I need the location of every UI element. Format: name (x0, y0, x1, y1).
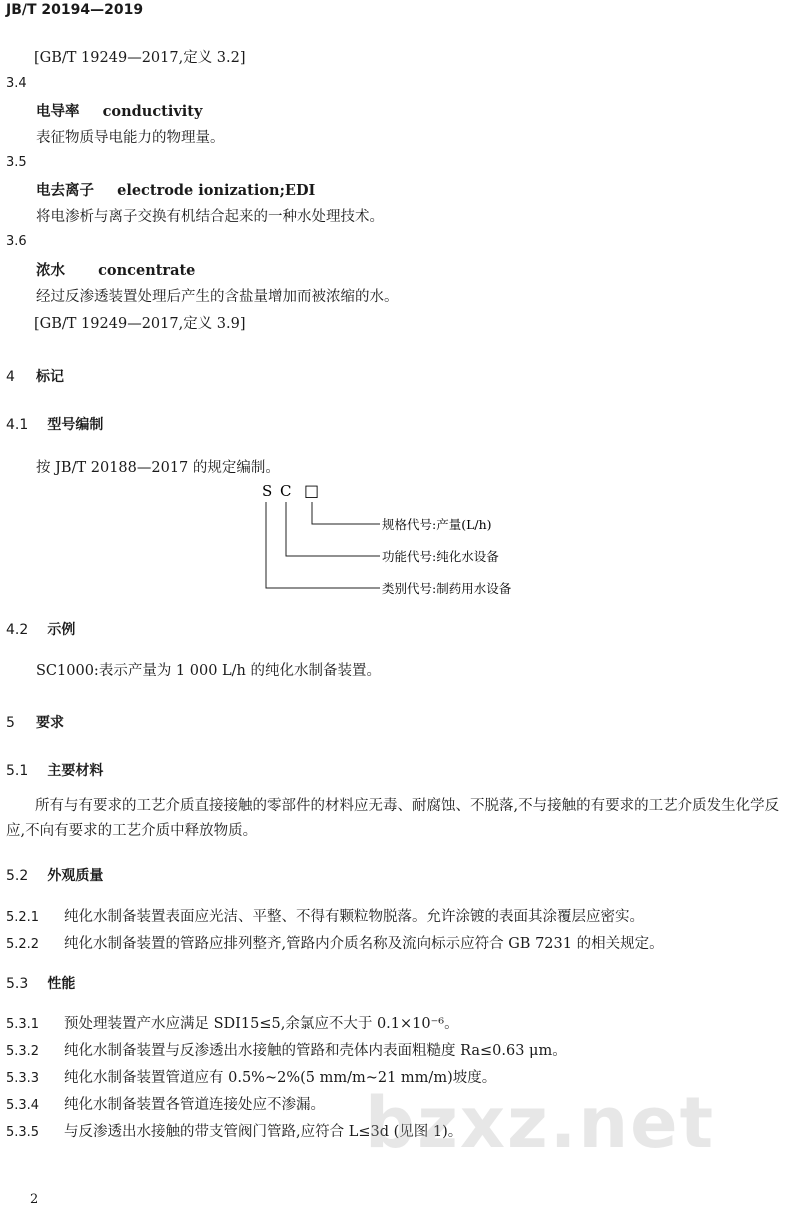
section-title: 要求 (36, 715, 65, 731)
watermark-text: bzxz.net (365, 1082, 716, 1164)
term-en: concentrate (98, 262, 196, 279)
diagram-letter-s: S (262, 482, 273, 500)
clause-text: 纯化水制备装置管道应有 0.5%~2%(5 mm/m~21 mm/m)坡度。 (64, 1070, 497, 1086)
clause-text: 纯化水制备装置表面应光洁、平整、不得有颗粒物脱落。允许涂镀的表面其涂覆层应密实。 (64, 909, 644, 925)
term-zh: 电去离子 (36, 183, 94, 199)
clause-text: 与反渗透出水接触的带支管阀门管路,应符合 L≤3d (见图 1)。 (64, 1124, 463, 1140)
diagram-label-function: 功能代号:纯化水设备 (382, 549, 499, 564)
clause-item (6, 1039, 567, 1060)
subsection-title: 示例 (47, 622, 76, 638)
diagram-letter-c: C (280, 482, 292, 500)
term-en: conductivity (102, 103, 203, 120)
leader-line-category (266, 502, 380, 588)
term-heading (36, 100, 202, 121)
paragraph: 所有与有要求的工艺介质直接接触的零部件的材料应无毒、耐腐蚀、不脱落,不与接触的有要求的工艺介质发生化学反应,不向有要求的工艺介质中释放物质。 (6, 798, 780, 839)
section-number: 5 (6, 715, 15, 731)
clause-text: 预处理装置产水应满足 SDI15≤5,余氯应不大于 0.1×10⁻⁶。 (64, 1016, 459, 1032)
subsection-heading (6, 865, 103, 885)
clause-number: 5.2.2 (6, 937, 40, 952)
clause-number: 3.5 (6, 155, 27, 170)
term-zh: 浓水 (36, 263, 65, 279)
subsection-heading (6, 973, 75, 993)
clause-text: 纯化水制备装置各管道连接处应不渗漏。 (64, 1097, 325, 1113)
clause-number: 5.3.5 (6, 1125, 40, 1140)
diagram-label-category: 类别代号:制药用水设备 (382, 581, 512, 596)
example-text: SC1000:表示产量为 1 000 L/h 的纯化水制备装置。 (36, 663, 382, 679)
term-heading (36, 179, 315, 200)
subsection-heading (6, 619, 75, 639)
subsection-number: 5.2 (6, 868, 29, 884)
term-heading (36, 259, 195, 280)
clause-number: 5.3.1 (6, 1017, 40, 1032)
term-definition: 将电渗析与离子交换有机结合起来的一种水处理技术。 (36, 209, 384, 225)
term-en: electrode ionization;EDI (117, 182, 316, 199)
term-zh: 电导率 (36, 104, 80, 120)
clause-number: 5.2.1 (6, 910, 40, 925)
subsection-heading (6, 760, 103, 780)
subsection-heading (6, 414, 103, 434)
term-definition: 表征物质导电能力的物理量。 (36, 130, 225, 146)
standard-code: JB/T 20194—2019 (6, 2, 144, 18)
clause-number: 3.4 (6, 76, 27, 91)
leader-line-function (286, 502, 380, 556)
leader-line-spec (312, 502, 380, 524)
subsection-title: 外观质量 (47, 868, 104, 884)
page-number: 2 (30, 1192, 39, 1207)
clause-item (6, 1093, 325, 1114)
paragraph: 按 JB/T 20188—2017 的规定编制。 (36, 460, 280, 476)
diagram-placeholder-box: □ (304, 481, 320, 500)
subsection-number: 4.1 (6, 417, 29, 433)
clause-number: 5.3.2 (6, 1044, 40, 1059)
diagram-label-spec: 规格代号:产量(L/h) (382, 517, 492, 532)
section-heading (6, 366, 64, 386)
designation-diagram (240, 476, 560, 606)
clause-item (6, 932, 664, 953)
subsection-title: 主要材料 (47, 763, 104, 779)
subsection-title: 型号编制 (47, 417, 104, 433)
clause-item (6, 905, 644, 926)
subsection-number: 4.2 (6, 622, 29, 638)
subsection-number: 5.3 (6, 976, 29, 992)
clause-text: 纯化水制备装置的管路应排列整齐,管路内介质名称及流向标示应符合 GB 7231 的相关规定。 (64, 936, 664, 952)
subsection-title: 性能 (47, 976, 76, 992)
clause-number: 3.6 (6, 234, 27, 249)
section-title: 标记 (36, 369, 65, 385)
section-number: 4 (6, 369, 15, 385)
clause-number: 5.3.3 (6, 1071, 40, 1086)
subsection-number: 5.1 (6, 763, 29, 779)
clause-text: 纯化水制备装置与反渗透出水接触的管路和壳体内表面粗糙度 Ra≤0.63 μm。 (64, 1043, 567, 1059)
clause-item (6, 1012, 459, 1033)
term-definition: 经过反渗透装置处理后产生的含盐量增加而被浓缩的水。 (36, 289, 399, 305)
definition-reference: [GB/T 19249—2017,定义 3.9] (34, 316, 246, 332)
section-heading (6, 712, 64, 732)
clause-number: 5.3.4 (6, 1098, 40, 1113)
definition-reference: [GB/T 19249—2017,定义 3.2] (34, 50, 246, 66)
